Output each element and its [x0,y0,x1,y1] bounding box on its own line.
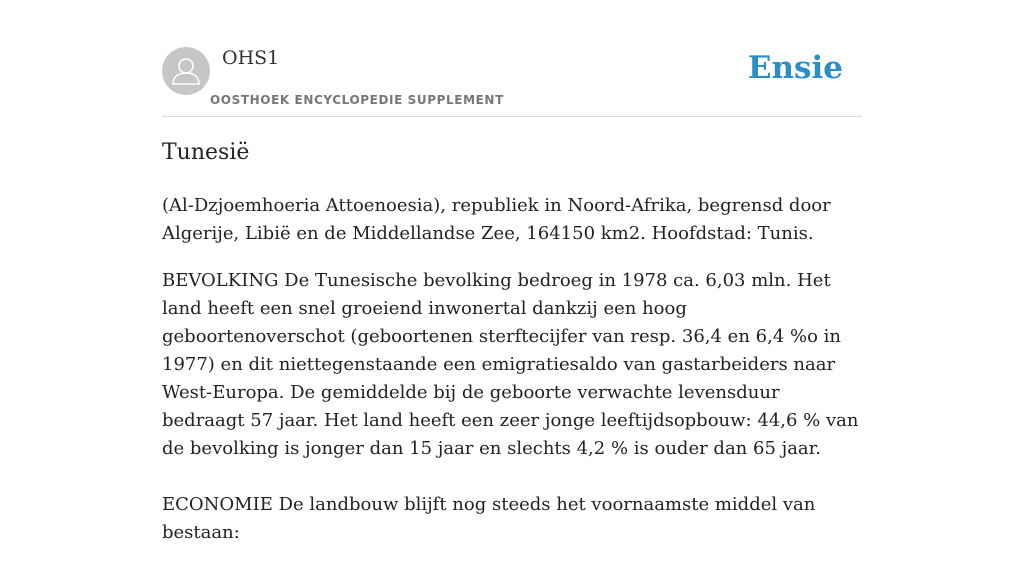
paragraph-bevolking: BEVOLKING De Tunesische bevolking bedroeg in 1978 ca. 6,03 mln. Het land heeft een snel groeiend inwonertal dankzij een hoog geboortenoverschot (geboortenen sterftecijfer van resp. 36,4 en 6,4 %o in 1977) en dit niettegenstaande een emigratiesaldo van gastarbeiders naar West-Europa. De gemiddelde bij de geboorte verwachte levensduur bedraagt 57 jaar. Het land heeft een zeer jonge leeftijdsopbouw: 44,6 % van de bevolking is jonger dan 15 jaar en slechts 4,2 % is ouder dan 65 jaar. [162,270,859,459]
page-header [162,0,862,117]
publication-name: OOSTHOEK ENCYCLOPEDIE SUPPLEMENT [210,93,504,107]
paragraph-economie: ECONOMIE De landbouw blijft nog steeds het voornaamste middel van bestaan: [162,494,816,543]
article-body [162,192,862,566]
user-icon [162,47,210,95]
avatar[interactable] [162,47,210,95]
brand-logo-link[interactable]: Ensie [747,50,843,86]
paragraph-intro: (Al-Dzjoemhoeria Attoenoesia), republiek in Noord-Afrika, begrensd door Algerije, Libië en de Middellandse Zee, 164150 km2. Hoofdstad: Tunis. [162,195,831,244]
author-name-link[interactable]: OHS1 [222,47,280,69]
article-title: Tunesië [162,140,250,165]
